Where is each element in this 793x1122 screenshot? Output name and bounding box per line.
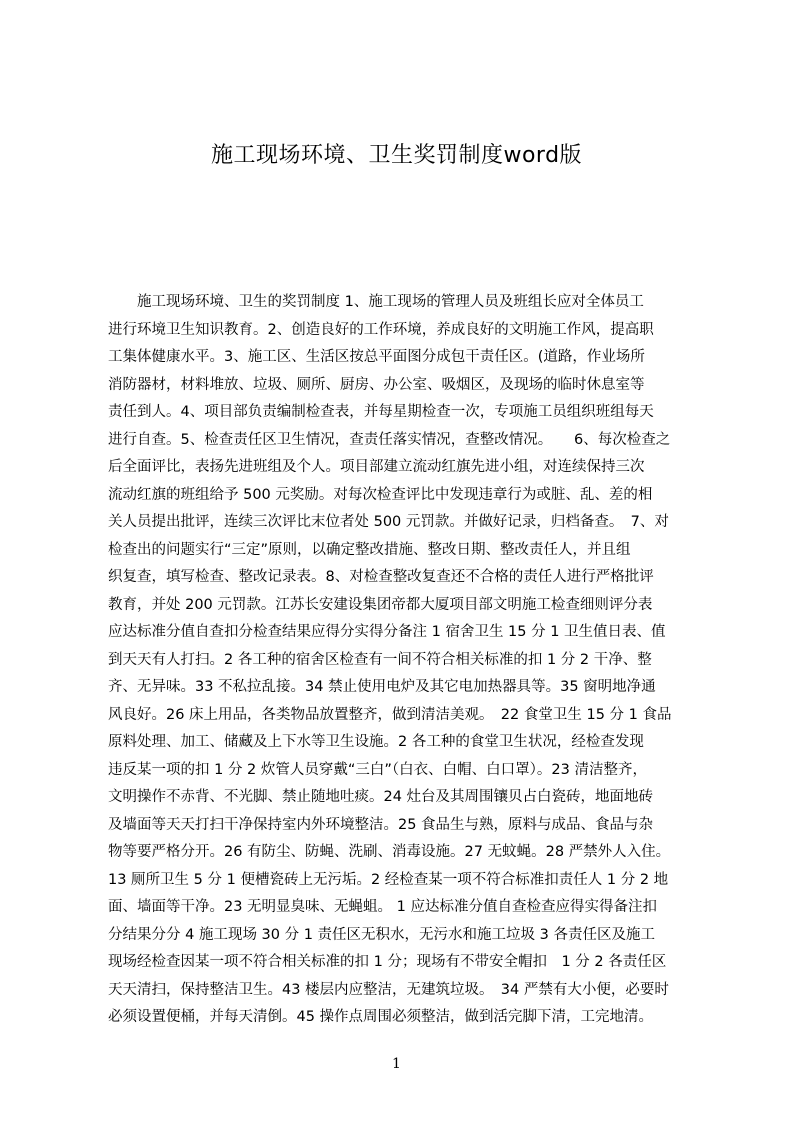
body-line: 教育，并处 200 元罚款。江苏长安建设集团帝都大厦项目部文明施工检查细则评分表 bbox=[108, 596, 653, 613]
body-line: 到天天有人打扫。2 各工种的宿舍区检查有一间不符合相关标准的扣 1 分 2 干净、整 bbox=[108, 651, 652, 668]
body-line: 13 厕所卫生 5 分 1 便槽瓷砖上无污垢。2 经检查某一项不符合标准扣责任人 1 分 2 地 bbox=[108, 871, 669, 888]
body-line: 风良好。26 床上用品，各类物品放置整齐，做到清洁美观。 22 食堂卫生 15 分 1 食品 bbox=[108, 706, 672, 723]
body-line: 天天清扫，保持整洁卫生。43 楼层内应整洁，无建筑垃圾。 34 严禁有大小便，必要时 bbox=[108, 981, 669, 998]
body-line: 工集体健康水平。3、施工区、生活区按总平面图分成包干责任区。(道路，作业场所 bbox=[108, 349, 645, 365]
body-line: 责任到人。4、项目部负责编制检查表，并每星期检查一次，专项施工员组织班组每天 bbox=[108, 404, 654, 420]
body-line: 织复查，填写检查、整改记录表。8、对检查整改复查还不合格的责任人进行严格批评 bbox=[108, 569, 654, 585]
document-title: 施工现场环境、卫生奖罚制度word版 bbox=[210, 143, 583, 168]
body-line: 关人员提出批评，连续三次评比末位者处 500 元罚款。并做好记录，归档备查。 7、对 bbox=[108, 514, 669, 530]
body-line: 文明操作不赤背、不光脚、禁止随地吐痰。24 灶台及其周围镶贝占白瓷砖，地面地砖 bbox=[108, 789, 654, 805]
document-body bbox=[108, 289, 698, 1041]
body-line: 应达标准分值自查扣分检查结果应得分实得分备注 1 宿舍卫生 15 分 1 卫生值日表、值 bbox=[108, 624, 666, 640]
body-line: 原料处理、加工、储藏及上下水等卫生设施。2 各工种的食堂卫生状况，经检查发现 bbox=[108, 734, 644, 750]
page-number: 1 bbox=[392, 1056, 401, 1072]
body-line: 进行自查。5、检查责任区卫生情况，查责任落实情况，查整改情况。 6、每次检查之 bbox=[108, 431, 671, 448]
body-line: 分结果分分 4 施工现场 30 分 1 责任区无积水，无污水和施工垃圾 3 各责任区及施工 bbox=[108, 926, 655, 943]
body-line: 检查出的问题实行“三定”原则，以确定整改措施、整改日期、整改责任人，并且组 bbox=[108, 541, 631, 558]
body-line: 物等要严格分开。26 有防尘、防蝇、洗刷、消毒设施。27 无蚊蝇。28 严禁外人入住。 bbox=[108, 844, 671, 860]
body-line: 现场经检查因某一项不符合相关标准的扣 1 分；现场有不带安全帽扣 1 分 2 各责任区 bbox=[108, 954, 667, 970]
body-line: 及墙面等天天打扫干净保持室内外环境整洁。25 食品生与熟，原料与成品、食品与杂 bbox=[108, 816, 654, 833]
body-line: 必须设置便桶，并每天清倒。45 操作点周围必须整洁，做到活完脚下清，工完地清。 bbox=[108, 1009, 654, 1025]
body-line: 进行环境卫生知识教育。2、创造良好的工作环境，养成良好的文明施工作风，提高职 bbox=[108, 321, 654, 338]
body-line: 施工现场环境、卫生的奖罚制度 1、施工现场的管理人员及班组长应对全体员工 bbox=[108, 294, 644, 310]
body-line: 消防器材，材料堆放、垃圾、厕所、厨房、办公室、吸烟区，及现场的临时休息室等 bbox=[108, 376, 645, 393]
body-line: 后全面评比，表扬先进班组及个人。项目部建立流动红旗先进小组，对连续保持三次 bbox=[108, 459, 645, 475]
body-line: 违反某一项的扣 1 分 2 炊管人员穿戴“三白”（白衣、白帽、白口罩）。23 清洁整齐， bbox=[108, 761, 647, 778]
body-line: 流动红旗的班组给予 500 元奖励。对每次检查评比中发现违章行为或脏、乱、差的相 bbox=[108, 486, 653, 503]
body-line: 齐、无异味。33 不私拉乱接。34 禁止使用电炉及其它电加热器具等。35 窗明地净通 bbox=[108, 679, 656, 695]
body-line: 面、墙面等干净。23 无明显臭味、无蝇蛆。 1 应达标准分值自查检查应得实得备注扣 bbox=[108, 899, 658, 915]
